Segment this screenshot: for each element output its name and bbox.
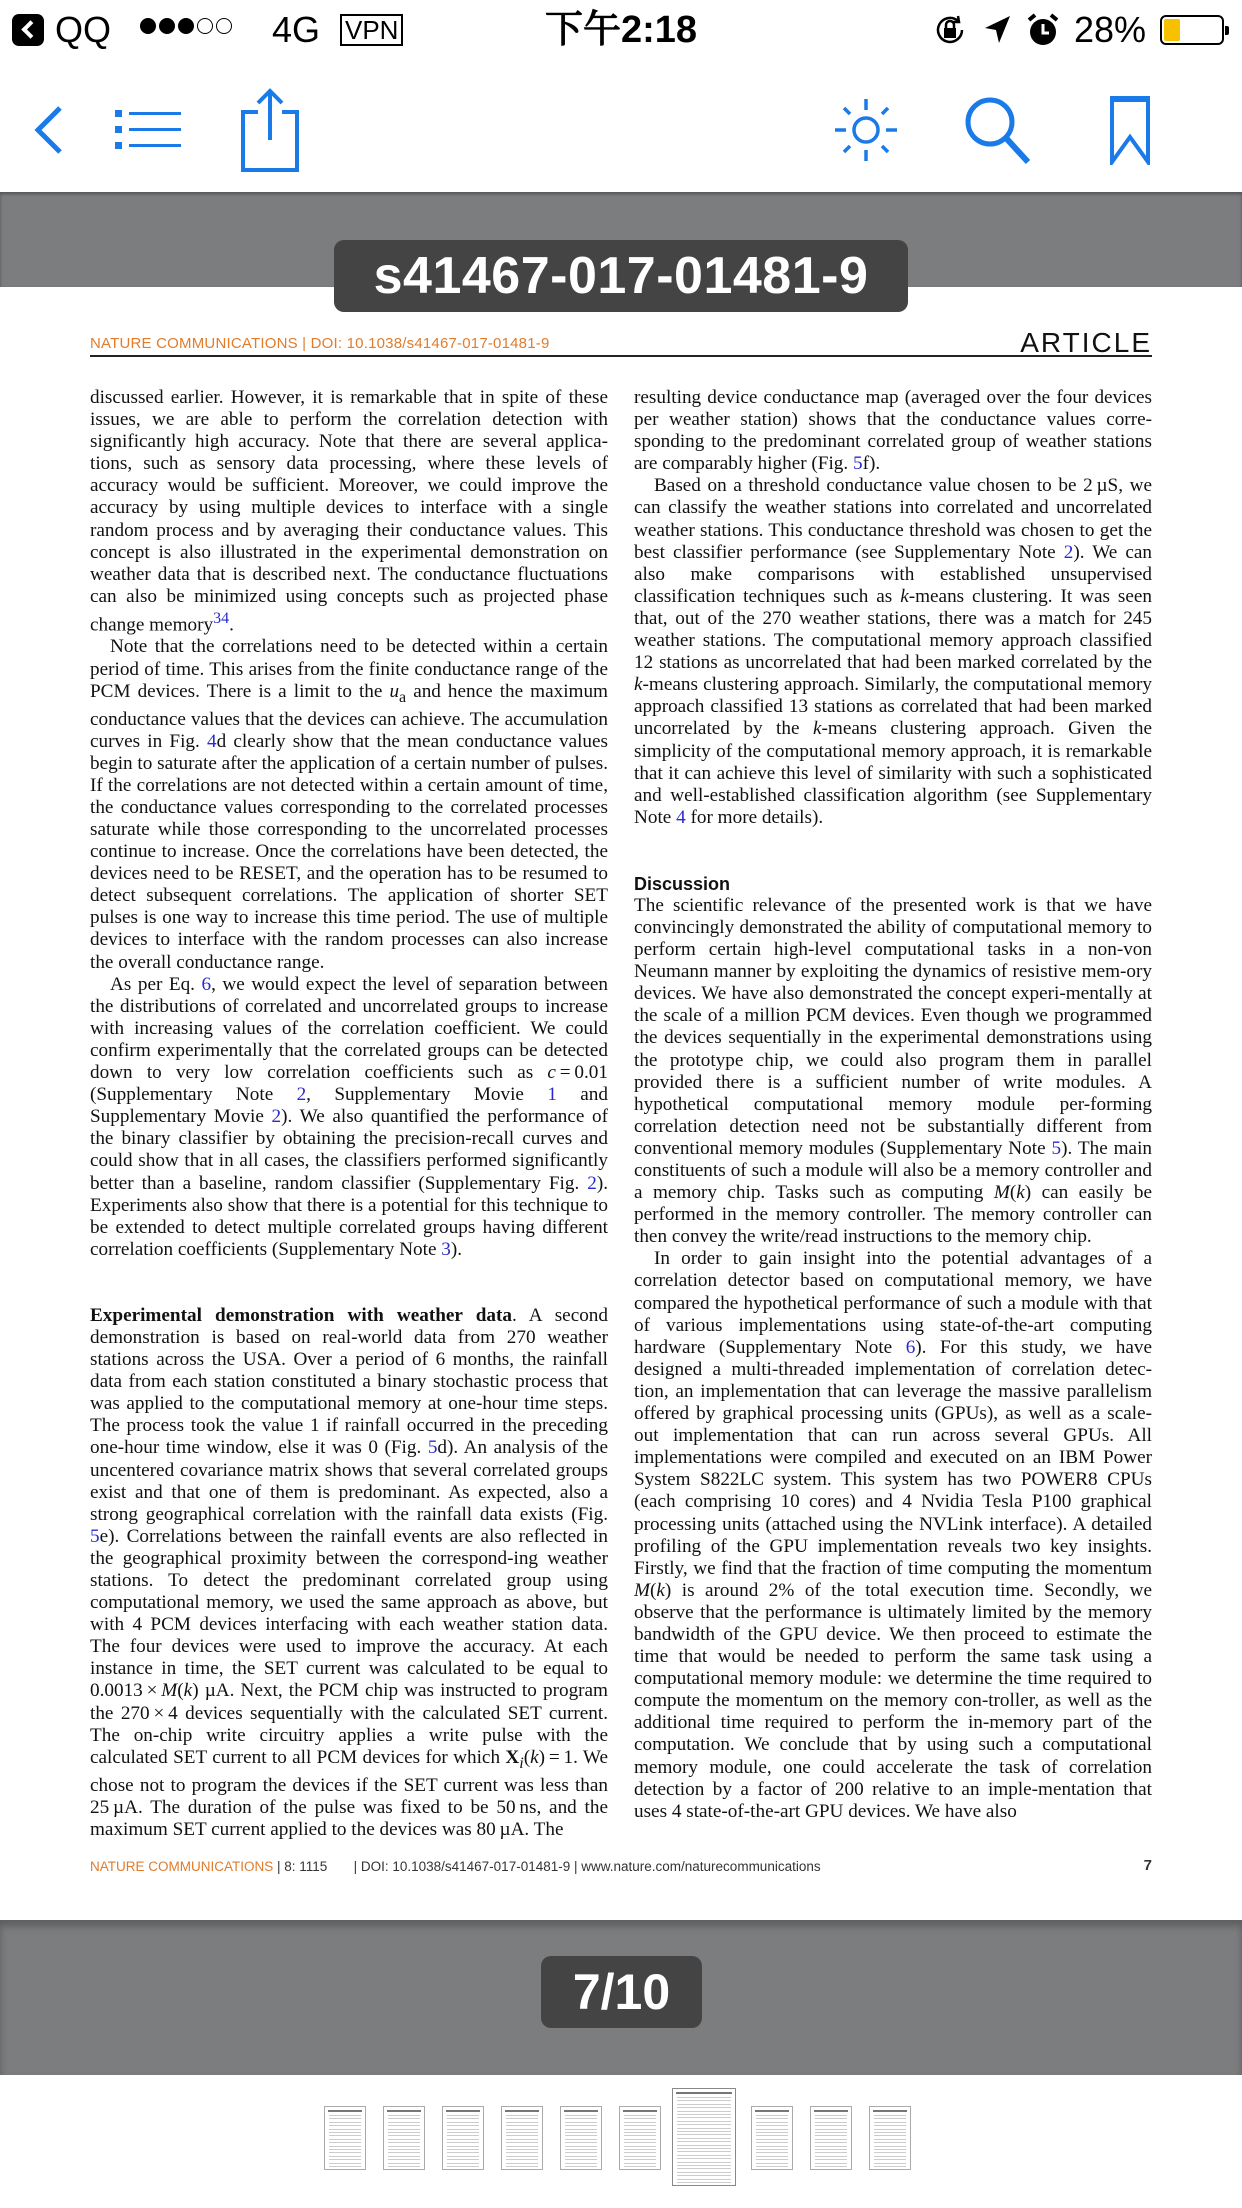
- right-column-paragraph: resulting device conductance map (averaged over the four devices per weather station) shows that the conductance values corre-sponding to the predominant correlated group of weather stations are comparably higher (Fig. 5f).: [634, 387, 1152, 475]
- footer-journal: NATURE COMMUNICATIONS: [90, 1859, 274, 1874]
- brightness-icon: [831, 95, 901, 165]
- bookmark-button[interactable]: [1090, 80, 1170, 180]
- reference-link[interactable]: 4: [676, 806, 686, 828]
- page-thumbnail[interactable]: [869, 2106, 911, 2170]
- bookmark-icon: [1107, 95, 1153, 165]
- status-bar: [0, 0, 1242, 60]
- right-column-paragraph: Based on a threshold conductance value chosen to be 2 µS, we can classify the weather stations into correlated and uncorrelated weather stations. This conductance threshold was chosen to get the best classifier performance (see Supplementary Note 2). We can also make comparisons with established unsupervised classification techniques such as k-means clustering. It was seen that, out of the 270 weather stations, there was a match for 245 weather stations. The computational memory approach classified 12 stations as uncorrelated that had been marked correlated by the k-means clustering approach. Similarly, the computational memory approach classified 13 stations as correlated that had been marked uncorrelated by the k-means clustering approach. Given the simplicity of the computational memory approach, it is remarkable that it can achieve this level of similarity with such a sophisticated and well-established classification algorithm (see Supplementary Note 4 for more details).: [634, 475, 1152, 828]
- document-filename: s41467-017-01481-9: [334, 240, 908, 312]
- left-column-paragraph: Experimental demonstration with weather data. A second demonstration is based on real-world data from 270 weather stations across the USA. Over a period of 6 months, the rainfall data from each station constituted a binary stochastic process that was applied to the computational memory at one-hour time steps. The process took the value 1 if rainfall occurred in the preceding one-hour time window, else it was 0 (Fig. 5d). An analysis of the uncentered covariance matrix shows that several correlated groups exist and that one of them is predominant. As expected, also a strong geographical correlation with the rainfall data exists (Fig. 5e). Correlations between the rainfall events are also reflected in the geographical proximity between the correspond-ing weather stations. To detect the predominant correlated group using computational memory, we used the same approach as above, but with 4 PCM devices interfacing with each weather station data. The four devices were used to improve the accuracy. At each instance in time, the SET current was calculated to be equal to 0.0013 × M(k) µA. Next, the PCM chip was instructed to program the 270 × 4 devices sequentially with the calculated SET current. The on-chip write circuitry applies a write pulse with the calculated SET current to all PCM devices for which $X_i(k) = 1$. We chose not to program the devices if the SET current was less than 25 µA. The duration of the pulse was fixed to be 50 ns, and the maximum SET current applied to the devices was 80 µA. The: [90, 1304, 608, 1840]
- reference-link[interactable]: 5: [90, 1525, 100, 1547]
- battery-level: [1164, 19, 1180, 41]
- page-header: [90, 327, 1152, 357]
- reference-link[interactable]: 3: [441, 1238, 451, 1260]
- left-column-paragraph: Note that the correlations need to be detected within a certain period of time. This arises from the finite conductance range of the PCM devices. There is a limit to the $u_a$ and hence the maximum conductance values that the devices can achieve. The accumulation curves in Fig. 4d clearly show that the mean conductance values begin to saturate after the application of a certain number of pulses. If the correlations are not detected within a certain amount of time, the conductance values corresponding to the correlated processes saturate while those corresponding to the uncorrelated processes continue to increase. Once the correlations have been detected, the devices need to be RESET, and the operation has to be resumed to detect subsequent correlations. The application of shorter SET pulses is one way to increase this time period. The use of multiple devices to interface with the random processes can also increase the overall conductance range.: [90, 636, 608, 973]
- section-gap: [634, 829, 1152, 873]
- reference-link[interactable]: 6: [201, 973, 212, 995]
- search-icon: [962, 94, 1034, 166]
- reference-link[interactable]: 1: [547, 1084, 557, 1106]
- page-thumbnail[interactable]: [560, 2106, 602, 2170]
- page-thumbnail[interactable]: [619, 2106, 661, 2170]
- orientation-lock-icon: [932, 12, 968, 48]
- page-thumbnail[interactable]: [751, 2106, 793, 2170]
- page-thumbnail[interactable]: [501, 2106, 543, 2170]
- right-column-paragraph: In order to gain insight into the potential advantages of a correlation detector based on computational memory, we have compared the hypothetical performance of such a module with that of various implementations using state-of-the-art computing hardware (Supplementary Note 6). For this study, we have designed a multi-threaded implementation of correlation detec-tion, an implementation that can leverage the massive parallelism offered by graphical processing units (GPUs), as well as a scale-out implementation that can run across several GPUs. All implementations were compiled and executed on an IBM Power System S822LC system. This system has two POWER8 CPUs (each comprising 10 cores) and 4 Nvidia Tesla P100 graphical processing units (attached using the NVLink interface). A detailed profiling of the GPU implementation reveals two key insights. Firstly, we find that the fraction of time computing the momentum M(k) is around 2% of the total execution time. Secondly, we observe that the performance is ultimately limited by the memory bandwidth of the GPU device. We then proceed to estimate the time that would be needed to perform the same task using a computational memory module: we determine the time required to compute the momentum on the memory con-troller, as well as the additional time required to perform the in-memory part of the computation. We conclude that by using such a computational memory module, one could accelerate the task of correlation detection by a factor of 200 relative to an imple-mentation that uses 4 state-of-the-art GPU devices. We have also: [634, 1248, 1152, 1822]
- page-counter: 7/10: [541, 1956, 702, 2028]
- brightness-button[interactable]: [826, 80, 906, 180]
- page-thumbnail[interactable]: [324, 2106, 366, 2170]
- reference-link[interactable]: 5: [427, 1437, 438, 1459]
- page-thumbnail[interactable]: [672, 2088, 736, 2186]
- header-article-type: ARTICLE: [1020, 327, 1152, 358]
- reference-link[interactable]: 6: [905, 1336, 916, 1358]
- section-gap: [90, 1261, 608, 1305]
- network-type: 4G: [272, 9, 321, 50]
- contents-button[interactable]: [108, 80, 188, 180]
- page-thumbnail[interactable]: [810, 2106, 852, 2170]
- left-column-paragraph: discussed earlier. However, it is remarkable that in spite of these issues, we are able to perform the correlation detection with significantly high accuracy. Note that there are several applica-tions, such as sensory data processing, where these levels of accuracy would be sufficient. Moreover, we could improve the accuracy by using multiple devices to interface with a single random process and by averaging their conductance values. This concept is also illustrated in the experimental demonstration on weather data that is described next. The conductance fluctuations can also be minimized using concepts such as projected phase change memory$^{34}$.: [90, 387, 608, 636]
- section-heading: Discussion: [634, 873, 731, 894]
- page-footer: [90, 1859, 1152, 1874]
- battery-percentage: 28%: [1073, 9, 1146, 50]
- share-icon: [238, 85, 302, 175]
- pdf-page[interactable]: [0, 287, 1242, 1922]
- reference-link[interactable]: 5: [1051, 1137, 1062, 1159]
- back-button[interactable]: [10, 80, 90, 180]
- battery-icon: [1160, 15, 1224, 45]
- back-icon: [30, 100, 70, 160]
- footer-volume: | 8: 1115: [277, 1859, 328, 1874]
- page-thumbnail-strip[interactable]: [0, 2076, 1242, 2208]
- page-thumbnail[interactable]: [442, 2106, 484, 2170]
- location-icon: [982, 13, 1012, 47]
- left-column-paragraph: As per Eq. 6, we would expect the level of separation between the distributions of correlated and uncorrelated groups to increase with increasing values of the correlation coefficient. We could confirm experimentally that the correlated groups can be detected down to very low correlation coefficients such as c = 0.01 (Supplementary Note 2, Supplementary Movie 1 and Supplementary Movie 2). We also quantified the performance of the binary classifier by obtaining the precision-recall curves and could show that in all cases, the classifiers performed significantly better than a baseline, random classifier (Supplementary Fig. 2). Experiments also show that there is a potential for this technique to be extended to detect multiple correlated groups having different correlation coefficients (Supplementary Note 3).: [90, 973, 608, 1260]
- left-column: [90, 387, 608, 1841]
- contents-list-icon: [113, 107, 183, 153]
- reference-link[interactable]: 2: [271, 1106, 282, 1128]
- right-column: [634, 387, 1152, 1823]
- alarm-icon: [1026, 12, 1060, 48]
- vpn-badge: VPN: [340, 14, 403, 46]
- reference-link[interactable]: 5: [852, 453, 863, 475]
- header-journal-doi: NATURE COMMUNICATIONS | DOI: 10.1038/s41467-017-01481-9: [90, 335, 550, 352]
- page-thumbnail[interactable]: [383, 2106, 425, 2170]
- clock: 下午2:18: [544, 9, 698, 51]
- reference-link[interactable]: 2: [296, 1084, 307, 1106]
- reference-link[interactable]: 2: [587, 1172, 597, 1194]
- reference-link[interactable]: 2: [1063, 541, 1074, 563]
- search-button[interactable]: [958, 80, 1038, 180]
- footer-doi-url: | DOI: 10.1038/s41467-017-01481-9 | www.nature.com/naturecommunications: [353, 1859, 821, 1874]
- back-app-label[interactable]: QQ: [55, 9, 112, 50]
- footer-page-number: 7: [1143, 1857, 1152, 1874]
- share-button[interactable]: [230, 80, 310, 180]
- reference-link[interactable]: 4: [207, 730, 217, 752]
- right-column-paragraph: The scientific relevance of the presented work is that we have convincingly demonstrated the ability of computational memory to perform certain high-level computational tasks in a non-von Neumann manner by exploiting the dynamics of resistive mem-ory devices. We have also demonstrated the concept experi-mentally at the scale of a million PCM devices. Even though we programmed the devices sequentially in the experimental demonstrations using the prototype chip, we could also program them in parallel provided there is a sufficient number of write modules. A hypothetical computational memory module per-forming correlation detection need not be substantially different from conventional memory modules (Supplementary Note 5). The main constituents of such a module will also be a memory controller and a memory chip. Tasks such as computing M(k) can easily be performed in the memory controller. The memory controller can then convey the write/read instructions to the memory chip.: [634, 894, 1153, 1248]
- reference-link[interactable]: 34: [213, 609, 230, 627]
- reader-toolbar: [0, 60, 1242, 190]
